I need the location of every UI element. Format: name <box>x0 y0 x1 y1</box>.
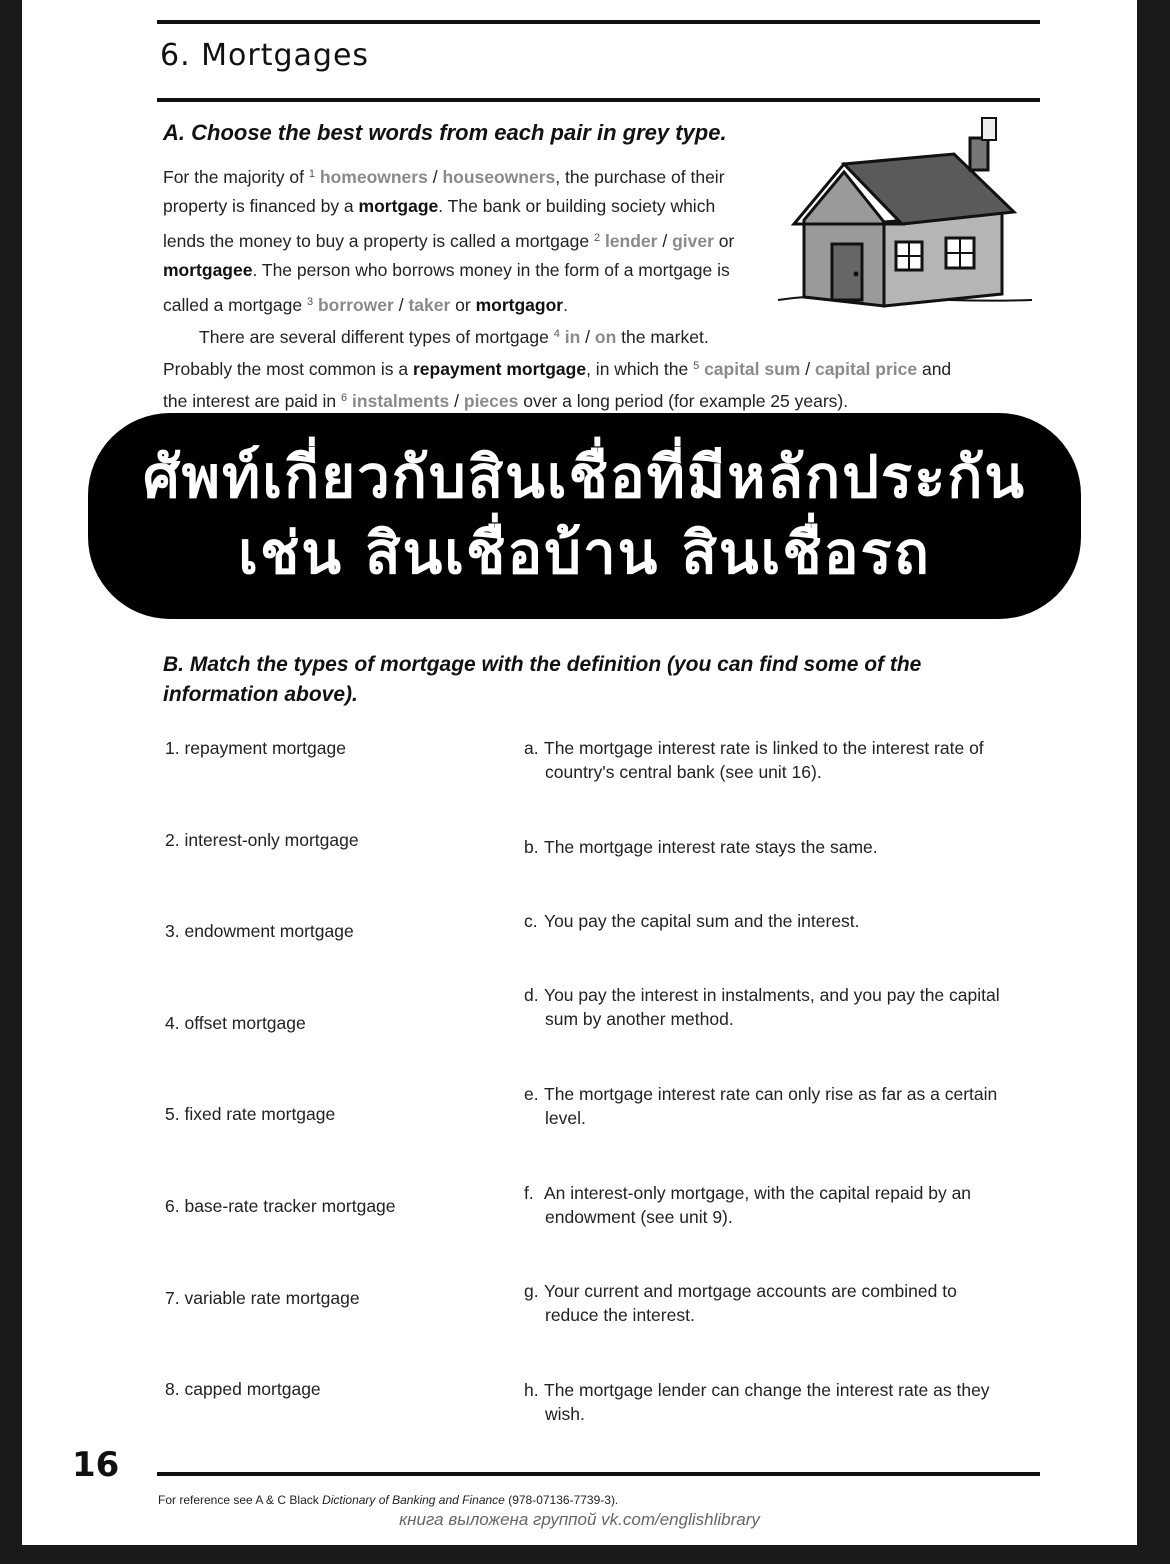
definition-c: c. You pay the capital sum and the interest. <box>524 911 860 931</box>
thai-caption-banner <box>88 413 1081 619</box>
mortgage-type-1: 1. repayment mortgage <box>165 738 346 758</box>
paragraph-line-7: Probably the most common is a repayment mortgage, in which the $^5$ capital sum / capital price and <box>163 359 952 379</box>
paragraph-line-2: property is financed by a mortgage. The bank or building society which <box>163 196 716 216</box>
top-rule <box>157 20 1040 24</box>
worksheet-page <box>22 0 1137 1545</box>
watermark-text: книга выложена группой vk.com/englishlibrary <box>399 1510 760 1529</box>
definition-b: b. The mortgage interest rate stays the same. <box>524 837 878 857</box>
definition-f: f. An interest-only mortgage, with the capital repaid by an endowment (see unit 9). <box>524 1183 972 1227</box>
house-illustration <box>774 112 1036 312</box>
mortgage-type-2: 2. interest-only mortgage <box>165 830 359 850</box>
banner-line-2: เช่น สินเชื่อบ้าน สินเชื่อรถ <box>238 519 931 587</box>
mortgage-type-7: 7. variable rate mortgage <box>165 1288 360 1308</box>
page-number: 16 <box>72 1445 120 1485</box>
paragraph-line-3: lends the money to buy a property is called a mortgage $^2$ lender / giver or <box>163 231 735 251</box>
definition-e: e. The mortgage interest rate can only rise as far as a certain level. <box>524 1084 998 1128</box>
mortgage-type-5: 5. fixed rate mortgage <box>165 1104 336 1124</box>
page-title: 6. Mortgages <box>160 38 370 73</box>
paragraph-line-1: For the majority of $^1$ homeowners / houseowners, the purchase of their <box>163 167 725 187</box>
paragraph-line-4: mortgagee. The person who borrows money in the form of a mortgage is <box>163 260 730 280</box>
mortgage-type-6: 6. base-rate tracker mortgage <box>165 1196 396 1216</box>
banner-line-1: ศัพท์เกี่ยวกับสินเชื่อที่มีหลักประกัน <box>142 443 1027 511</box>
footer-rule <box>157 1472 1040 1476</box>
mortgage-type-4: 4. offset mortgage <box>165 1013 306 1033</box>
reference-note: For reference see A & C Black Dictionary of Banking and Finance (978-07136-7739-3). <box>158 1493 619 1507</box>
title-rule <box>157 98 1040 102</box>
section-a-heading: A. Choose the best words from each pair in grey type. <box>163 120 727 145</box>
mortgage-type-3: 3. endowment mortgage <box>165 921 354 941</box>
mortgage-type-8: 8. capped mortgage <box>165 1379 321 1399</box>
paragraph-line-5: called a mortgage $^3$ borrower / taker or mortgagor. <box>163 295 568 315</box>
definition-h: h. The mortgage lender can change the interest rate as they wish. <box>524 1380 990 1424</box>
paragraph-line-6: There are several different types of mortgage $^4$ in / on the market. <box>199 327 709 347</box>
section-b-heading: B. Match the types of mortgage with the definition (you can find some of the information above). <box>163 653 922 706</box>
definition-d: d. You pay the interest in instalments, and you pay the capital sum by another method. <box>524 985 1000 1029</box>
definition-a: a. The mortgage interest rate is linked to the interest rate of country's central bank (see unit 16). <box>524 738 984 782</box>
paragraph-line-8: the interest are paid in $^6$ instalments / pieces over a long period (for example 25 years). <box>163 391 849 411</box>
definition-g: g. Your current and mortgage accounts are combined to reduce the interest. <box>524 1281 957 1325</box>
